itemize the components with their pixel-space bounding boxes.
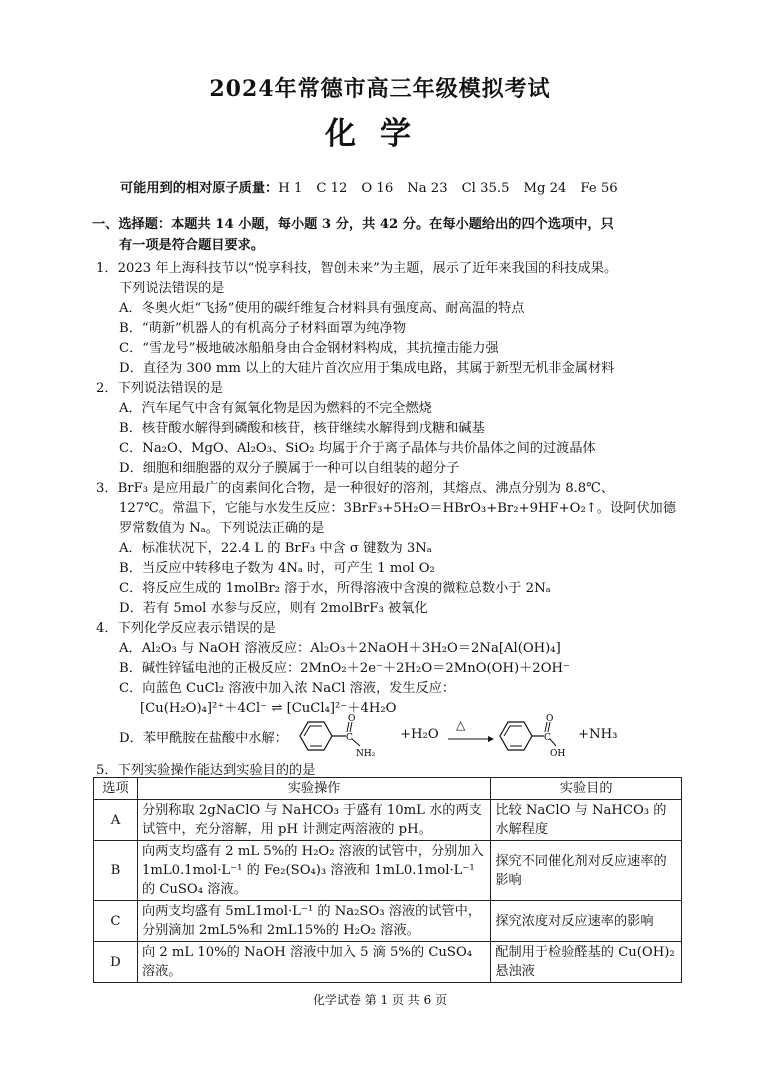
purpose-cell: 比较 NaClO 与 NaHCO₃ 的水解程度 [491,800,682,841]
section-heading-cont: 有一项是符合题目要求。 [119,238,265,253]
heat-symbol: △ [456,718,466,732]
amine-label: NH₂ [356,749,376,758]
mass-item: Na 23 [407,181,448,196]
q3-option-d: D．若有 5mol 水参与反应，则有 2molBrF₃ 被氧化 [119,601,428,616]
experiment-table [93,777,682,983]
q1-option-a: A．冬奥火炬“飞扬”使用的碳纤维复合材料具有强度高、耐高温的特点 [119,301,525,316]
q1-option-b: B．“萌新”机器人的有机高分子材料面罩为纯净物 [119,321,406,336]
mass-item: Fe 56 [580,181,618,196]
q3-stem-cont2: 罗常数值为 Nₐ。下列说法正确的是 [119,521,325,536]
q4-option-c: C．向蓝色 CuCl₂ 溶液中加入浓 NaCl 溶液，发生反应： [119,681,456,696]
q3-stem: 3．BrF₃ 是应用最广的卤素间化合物，是一种很好的溶剂，其熔点、沸点分别为 8.8℃、 [96,481,615,496]
table-header-row [94,778,682,800]
exam-title: 2024年常德市高三年级模拟考试 [209,76,551,102]
reaction-arrow-icon [448,734,494,744]
atomic-masses [120,177,632,196]
q1-option-c: C．“雪龙号”极地破冰船船身由合金钢材料构成，其抗撞击能力强 [119,341,499,356]
q4-option-a: A．Al₂O₃ 与 NaOH 溶液反应：Al₂O₃＋2NaOH＋3H₂O＝2Na[Al(OH)₄] [119,641,561,656]
header-cell: 实验操作 [137,778,490,800]
section-heading: 一、选择题：本题共 14 小题，每小题 3 分，共 42 分。在每小题给出的四个选项中，只 [92,217,614,232]
q2-option-b: B．核苷酸水解得到磷酸和核苷，核苷继续水解得到戊糖和碱基 [119,421,485,436]
carbon-label: C [544,733,551,743]
ammonia-term: +NH₃ [578,727,618,742]
q4-stem: 4．下列化学反应表示错误的是 [96,621,276,636]
operation-cell: 向两支均盛有 5mL1mol·L⁻¹ 的 Na₂SO₃ 溶液的试管中，分别滴加 2mL5%和 2mL15%的 H₂O₂ 溶液。 [137,901,490,942]
page-footer: 化学试卷 第 1 页 共 6 页 [312,993,448,1007]
table-row [94,800,682,841]
purpose-cell: 探究浓度对反应速率的影响 [491,901,682,942]
q2-stem: 2．下列说法错误的是 [96,381,224,396]
benzamide-structure [290,712,382,758]
option-cell: C [94,901,138,942]
mass-item: C 12 [316,181,348,196]
mass-item: Mg 24 [523,181,567,196]
mass-item: Cl 35.5 [461,181,510,196]
mass-item: O 16 [361,181,394,196]
option-cell: B [94,841,138,901]
operation-cell: 分别称取 2gNaClO 与 NaHCO₃ 于盛有 10mL 水的两支试管中，充分溶解，用 pH 计测定两溶液的 pH。 [137,800,490,841]
operation-cell: 向 2 mL 10%的 NaOH 溶液中加入 5 滴 5%的 CuSO₄ 溶液。 [137,942,490,983]
header-cell: 选项 [94,778,138,800]
option-cell: D [94,942,138,983]
header-cell: 实验目的 [491,778,682,800]
q5-stem: 5．下列实验操作能达到实验目的的是 [96,763,316,778]
q4-option-c-equation: [Cu(H₂O)₄]²⁺＋4Cl⁻ ⇌ [CuCl₄]²⁻＋4H₂O [140,701,397,716]
subject-title: 化学 [325,116,435,152]
q1-stem-cont: 下列说法错误的是 [119,281,225,296]
table-row [94,901,682,942]
mass-item: H 1 [278,181,303,196]
option-cell: A [94,800,138,841]
q4-option-d: D．苯甲酰胺在盐酸中水解： [119,731,288,746]
operation-cell: 向两支均盛有 2 mL 5%的 H₂O₂ 溶液的试管中，分别加入 1mL0.1mol·L⁻¹ 的 Fe₂(SO₄)₃ 溶液和 1mL0.1mol·L⁻¹ 的 CuSO₄ 溶液。 [137,841,490,901]
table-row [94,942,682,983]
purpose-cell: 配制用于检验醛基的 Cu(OH)₂ 悬浊液 [491,942,682,983]
benzoic-acid-structure [492,712,572,758]
water-term: +H₂O [400,727,439,742]
q1-stem: 1．2023 年上海科技节以“悦享科技，智创未来”为主题，展示了近年来我国的科技成果。 [96,261,618,276]
table-row [94,841,682,901]
oxygen-label: O [348,714,356,724]
q2-option-c: C．Na₂O、MgO、Al₂O₃、SiO₂ 均属于介于离子晶体与共价晶体之间的过渡晶体 [119,441,596,456]
hydroxyl-label: OH [550,749,566,758]
q4-option-b: B．碱性锌锰电池的正极反应：2MnO₂＋2e⁻＋2H₂O＝2MnO(OH)＋2OH⁻ [119,661,570,676]
atomic-masses-label: 可能用到的相对原子质量： [120,181,279,196]
q3-option-b: B．当反应中转移电子数为 4Nₐ 时，可产生 1 mol O₂ [119,561,435,576]
carbon-label: C [346,733,353,743]
q2-option-a: A．汽车尾气中含有氮氧化物是因为燃料的不完全燃烧 [119,401,432,416]
q3-stem-cont: 127℃。常温下，它能与水发生反应：3BrF₃+5H₂O＝HBrO₃+Br₂+9HF+O₂↑。设阿伏加德 [119,501,676,516]
q2-option-d: D．细胞和细胞器的双分子膜属于一种可以自组装的超分子 [119,461,460,476]
oxygen-label: O [546,714,554,724]
q3-option-a: A．标准状况下，22.4 L 的 BrF₃ 中含 σ 键数为 3Nₐ [119,541,432,556]
q1-option-d: D．直径为 300 mm 以上的大硅片首次应用于集成电路，其属于新型无机非金属材料 [119,361,615,376]
purpose-cell: 探究不同催化剂对反应速率的影响 [491,841,682,901]
q3-option-c: C．将反应生成的 1molBr₂ 溶于水，所得溶液中含溴的微粒总数小于 2Nₐ [119,581,551,596]
